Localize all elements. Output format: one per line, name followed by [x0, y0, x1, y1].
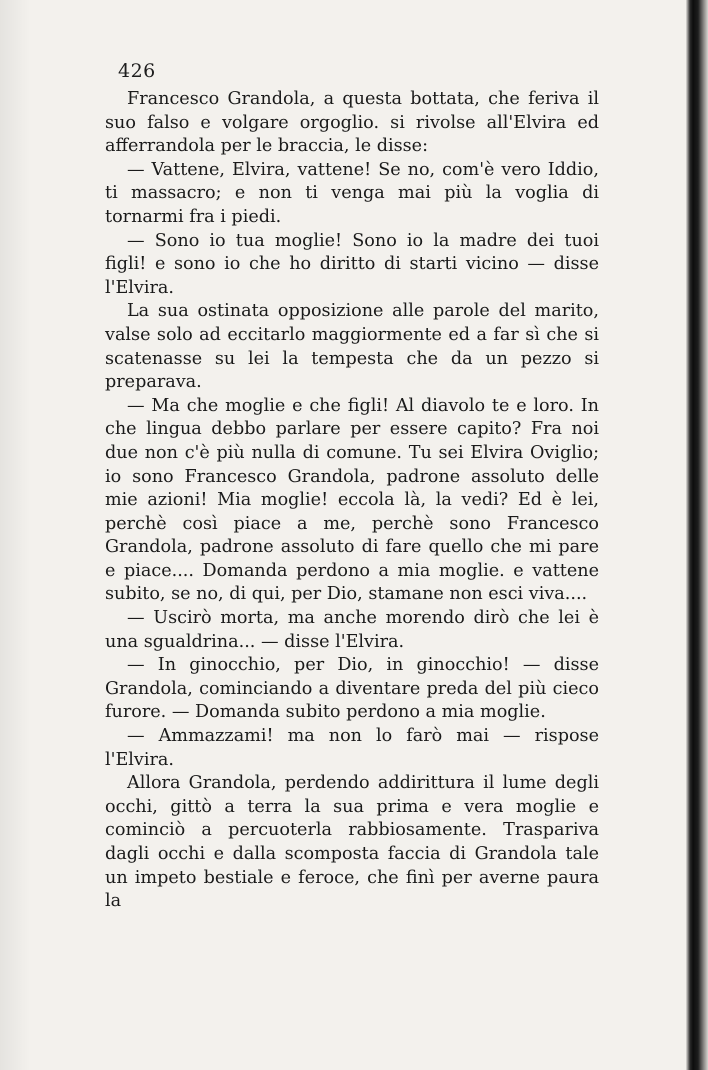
- page-edge-shadow: [0, 0, 30, 1070]
- body-text: [105, 88, 599, 914]
- paragraph: La sua ostinata opposizione alle parole del marito, valse solo ad eccitarlo maggiormente ed a far sì che si scatenasse su lei la tempesta che da un pezzo si preparava.: [105, 301, 599, 393]
- page-number: 426: [118, 60, 156, 82]
- paragraph: — Ammazzami! ma non lo farò mai — rispose l'Elvira.: [105, 726, 599, 770]
- paragraph: — Vattene, Elvira, vattene! Se no, com'è vero Iddio, ti massacro; e non ti venga mai più la voglia di tornarmi fra i piedi.: [105, 159, 599, 227]
- paragraph: — Ma che moglie e che figli! Al diavolo te e loro. In che lingua debbo parlare per essere capito? Fra noi due non c'è più nulla di comune. Tu sei Elvira Oviglio; io sono Francesco Grandola, padrone assoluto delle mie azioni! Mia moglie! eccola là, la vedi? Ed è lei, perchè così piace a me, perchè sono Francesco Grandola, padrone assoluto di fare quello che mi pare e piace.... Domanda perdono a mia moglie. e vattene subito, se no, di qui, per Dio, stamane non esci viva....: [105, 395, 599, 605]
- paragraph: — Sono io tua moglie! Sono io la madre dei tuoi figli! e sono io che ho diritto di starti vicino — disse l'Elvira.: [105, 230, 599, 298]
- paragraph: Francesco Grandola, a questa bottata, che feriva il suo falso e volgare orgoglio. si rivolse all'Elvira ed afferrandola per le braccia, le disse:: [105, 89, 599, 157]
- book-spine-edge: [686, 0, 708, 1070]
- paragraph: Allora Grandola, perdendo addirittura il lume degli occhi, gittò a terra la sua prima e vera moglie e cominciò a percuoterla rabbiosamente. Traspariva dagli occhi e dalla scomposta faccia di Grandola tale un impeto bestiale e feroce, che finì per averne paura la: [105, 773, 599, 912]
- paragraph: — Uscirò morta, ma anche morendo dirò che lei è una sgualdrina... — disse l'Elvira.: [105, 608, 599, 652]
- paragraph: — In ginocchio, per Dio, in ginocchio! — disse Grandola, cominciando a diventare preda del più cieco furore. — Domanda subito perdono a mia moglie.: [105, 655, 599, 723]
